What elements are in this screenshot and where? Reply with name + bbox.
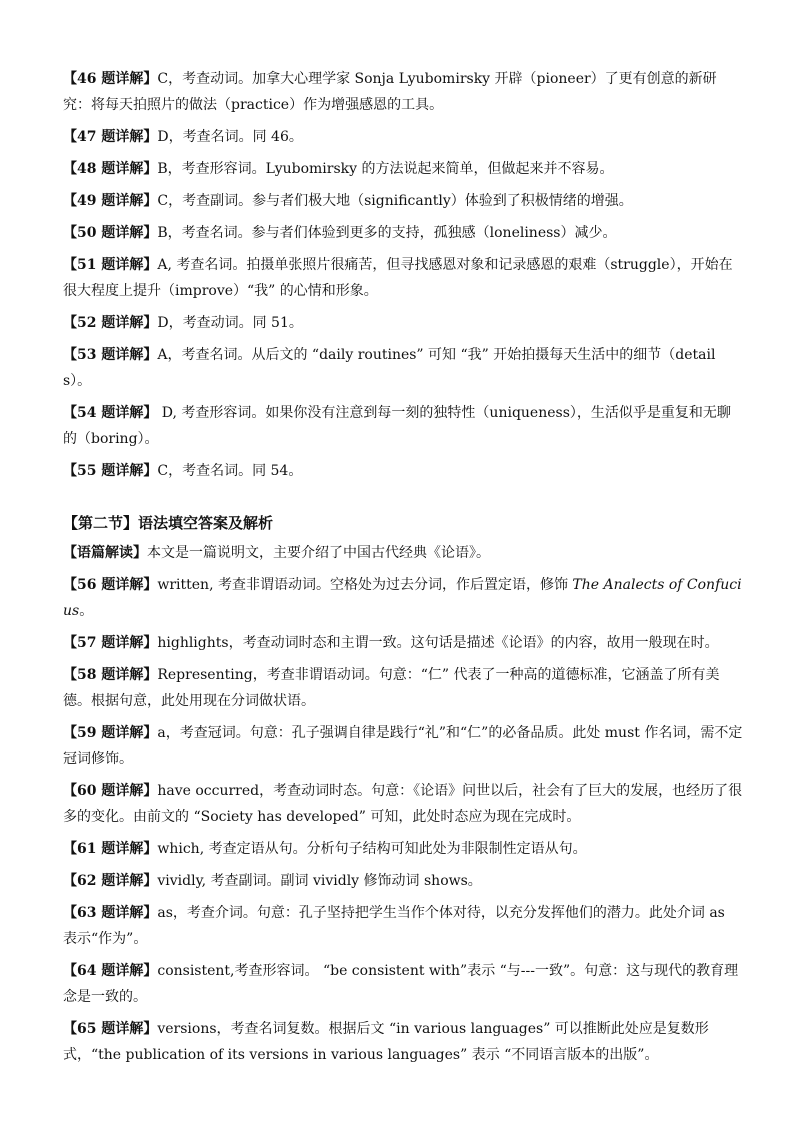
part1-explanations bbox=[63, 66, 743, 484]
explanation-56: 【56 题详解】written, 考查非谓语动词。空格处为过去分词，作后置定语，修饰 The Analects of Confucius。 bbox=[63, 577, 742, 619]
section2-explanations bbox=[63, 540, 743, 1068]
explanation-60: 【60 题详解】have occurred，考查动词时态。句意：《论语》问世以后，社会有了巨大的发展，也经历了很多的变化。由前文的 “Society has developed” 可知，此处时态应为现在完成时。 bbox=[63, 783, 743, 825]
passage-overview: 【语篇解读】本文是一篇说明文，主要介绍了中国古代经典《论语》。 bbox=[63, 545, 490, 561]
explanation-64: 【64 题详解】consistent,考查形容词。 “be consistent with”表示 “与---一致”。句意：这与现代的教育理念是一致的。 bbox=[63, 963, 739, 1005]
explanation-46: 【46 题详解】C，考查动词。加拿大心理学家 Sonja Lyubomirsky 开辟（pioneer）了更有创意的新研究：将每天拍照片的做法（practice）作为增强感恩的工具。 bbox=[63, 71, 717, 113]
explanation-50: 【50 题详解】B，考查名词。参与者们体验到更多的支持，孤独感（loneliness）减少。 bbox=[63, 225, 617, 241]
explanation-63: 【63 题详解】as，考查介词。句意：孔子坚持把学生当作个体对待，以充分发挥他们的潜力。此处介词 as 表示“作为”。 bbox=[63, 905, 725, 947]
explanation-65: 【65 题详解】versions，考查名词复数。根据后文 “in various languages” 可以推断此处应是复数形式，“the publication of its versions in various languages” 表示 “不同语言版本的出版”。 bbox=[63, 1021, 709, 1063]
explanation-58: 【58 题详解】Representing，考查非谓语动词。句意：“仁” 代表了一种高的道德标准，它涵盖了所有美德。根据句意，此处用现在分词做状语。 bbox=[63, 667, 720, 709]
explanation-49: 【49 题详解】C，考查副词。参与者们极大地（significantly）体验到了积极情绪的增强。 bbox=[63, 193, 633, 209]
section2-title: 【第二节】语法填空答案及解析 bbox=[63, 514, 274, 532]
explanation-52: 【52 题详解】D，考查动词。同 51。 bbox=[63, 315, 303, 331]
explanation-55: 【55 题详解】C，考查名词。同 54。 bbox=[63, 463, 303, 479]
answer-page bbox=[63, 66, 743, 1074]
explanation-57: 【57 题详解】highlights，考查动词时态和主谓一致。这句话是描述《论语》的内容，故用一般现在时。 bbox=[63, 635, 719, 651]
explanation-51: 【51 题详解】A, 考查名词。拍摄单张照片很痛苦，但寻找感恩对象和记录感恩的艰难（struggle），开始在很大程度上提升（improve）“我” 的心情和形象。 bbox=[63, 257, 733, 299]
explanation-59: 【59 题详解】a，考查冠词。句意：孔子强调自律是践行“礼”和“仁”的必备品质。此处 must 作名词，需不定冠词修饰。 bbox=[63, 725, 743, 767]
explanation-62: 【62 题详解】vividly, 考查副词。副词 vividly 修饰动词 shows。 bbox=[63, 873, 482, 889]
explanation-54: 【54 题详解】 D, 考查形容词。如果你没有注意到每一刻的独特性（uniqueness），生活似乎是重复和无聊的（boring）。 bbox=[63, 405, 731, 447]
explanation-48: 【48 题详解】B，考查形容词。Lyubomirsky 的方法说起来简单，但做起来并不容易。 bbox=[63, 161, 614, 177]
explanation-61: 【61 题详解】which, 考查定语从句。分析句子结构可知此处为非限制性定语从句。 bbox=[63, 841, 587, 857]
explanation-47: 【47 题详解】D，考查名词。同 46。 bbox=[63, 129, 303, 145]
explanation-53: 【53 题详解】A，考查名词。从后文的 “daily routines” 可知 “我” 开始拍摄每天生活中的细节（details）。 bbox=[63, 347, 716, 389]
book-title: The Analects of Confucius bbox=[63, 577, 742, 619]
